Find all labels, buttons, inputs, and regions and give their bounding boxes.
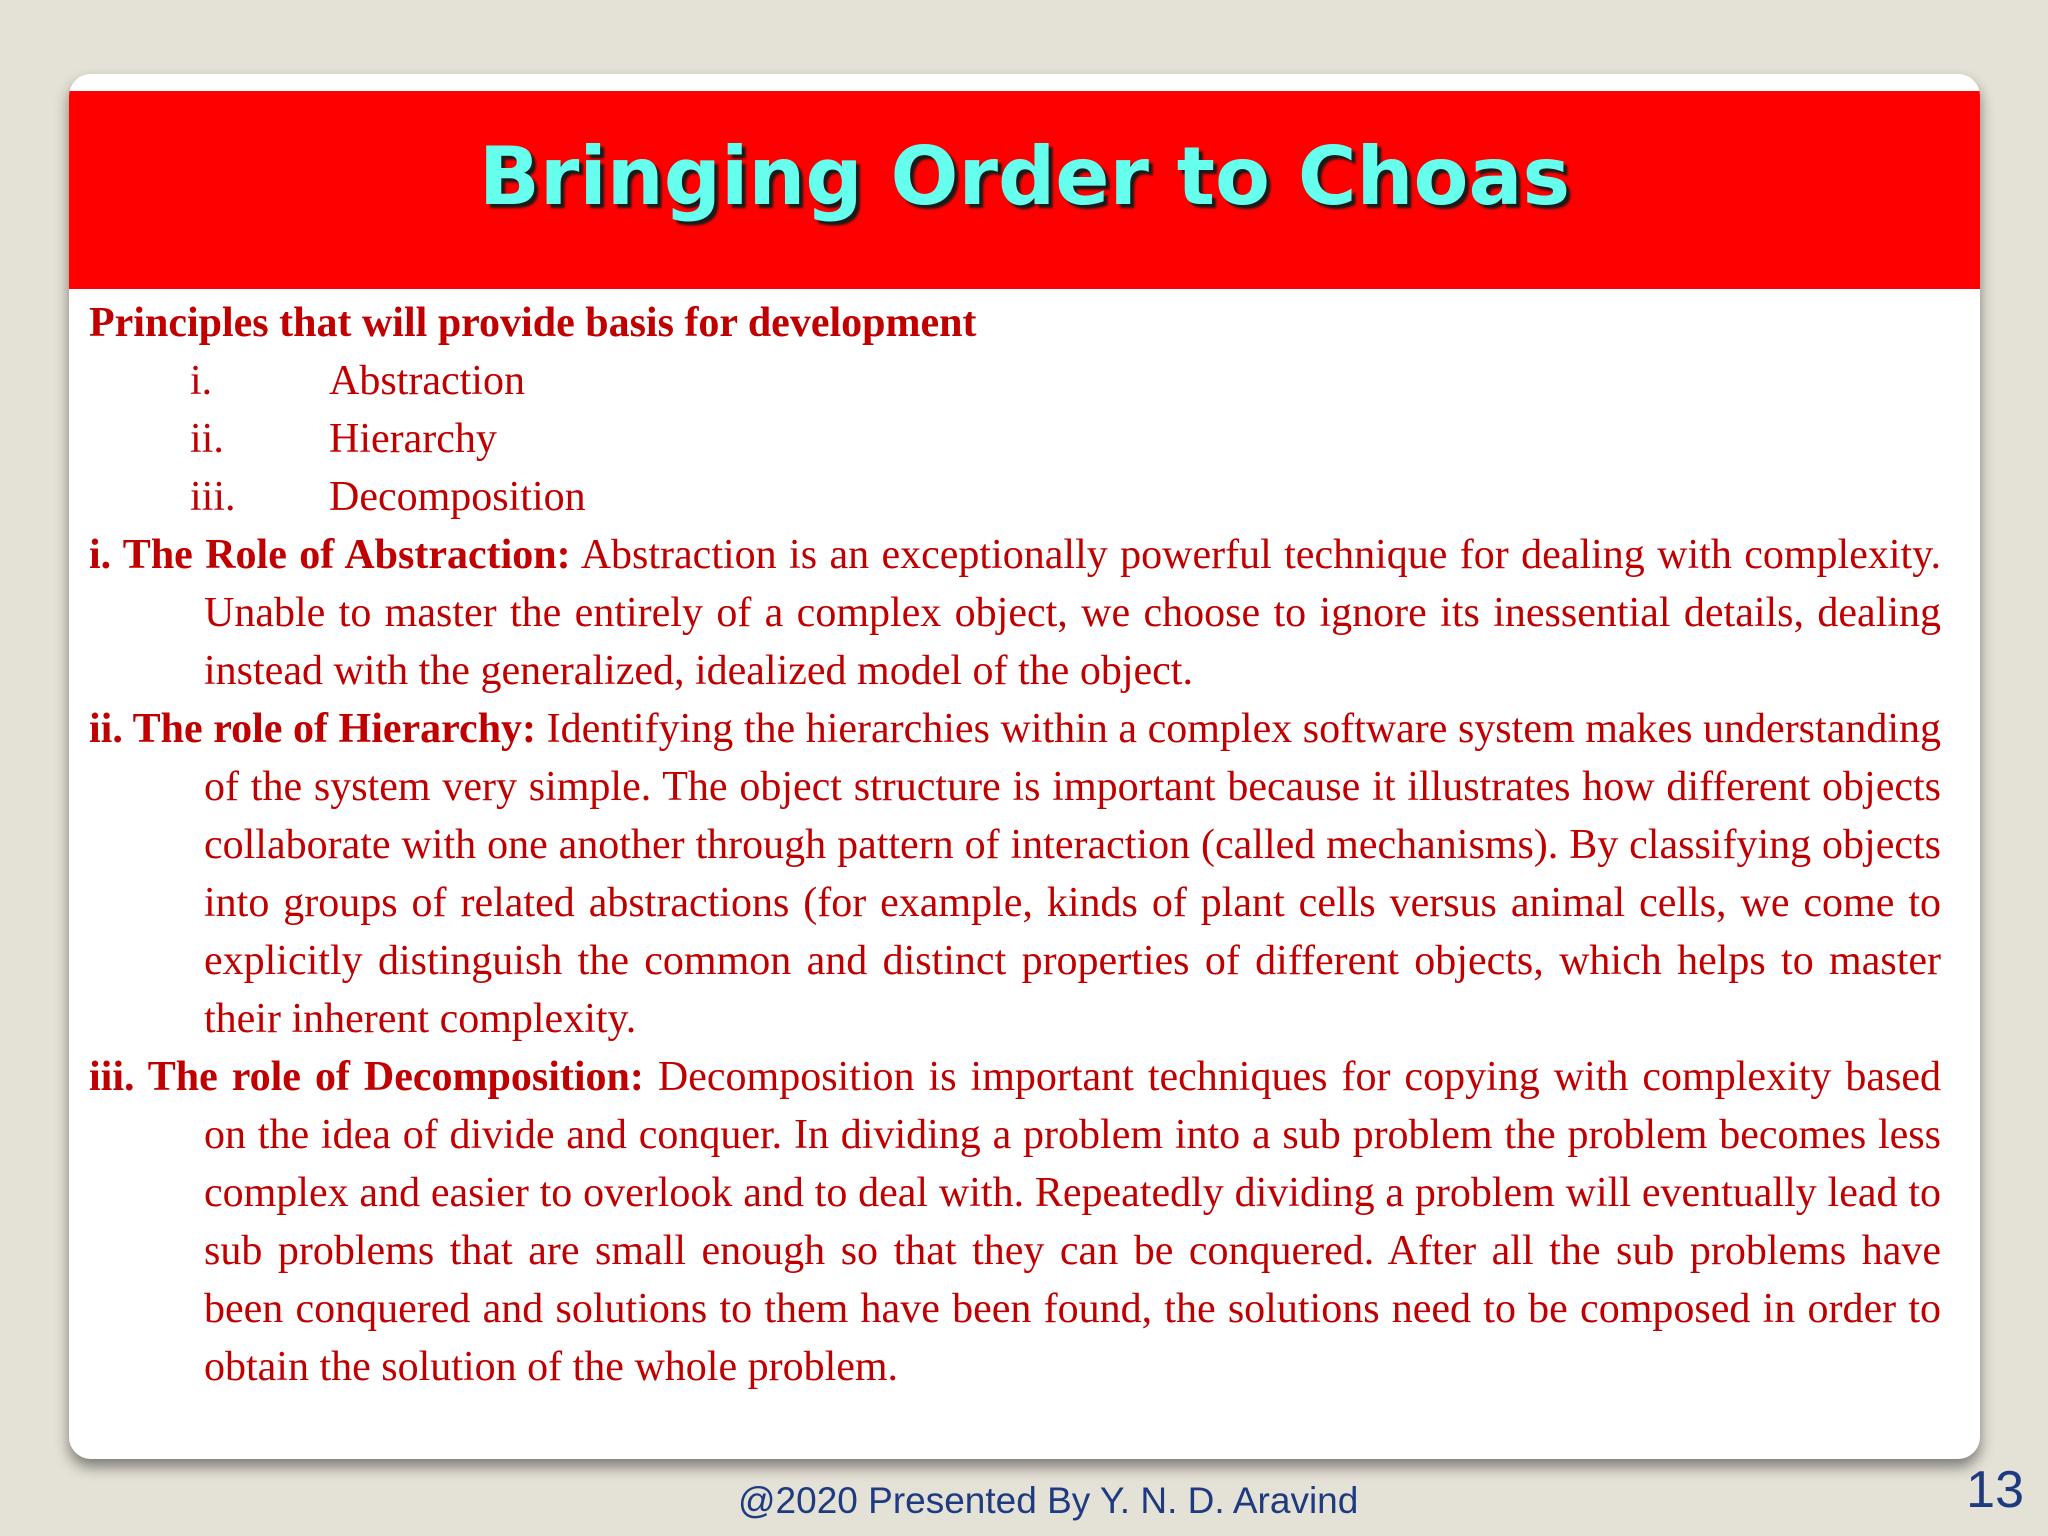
- slide-content: [89, 294, 1941, 1396]
- paragraph-heading: i. The Role of Abstraction:: [89, 532, 571, 578]
- hierarchy-paragraph: [89, 700, 1941, 1048]
- slide-number: 13: [1966, 1461, 2024, 1519]
- paragraph-body: Decomposition is important techniques for copying with complexity based on the idea of divide and conquer. In dividing a problem into a sub problem the problem becomes less complex and easier to overlook and to deal with. Repeatedly dividing a problem will eventually lead to sub problems that are small enough so that they can be conquered. After all the sub problems have been conquered and solutions to them have been found, the solutions need to be composed in order to obtain the solution of the whole problem.: [204, 1054, 1941, 1390]
- principles-heading: Principles that will provide basis for development: [89, 300, 977, 346]
- list-item-label: Hierarchy: [329, 416, 497, 462]
- paragraph-heading: iii. The role of Decomposition:: [89, 1054, 644, 1100]
- list-item: [89, 352, 1941, 410]
- principles-list: [89, 352, 1941, 526]
- list-item-number: i.: [190, 358, 213, 404]
- slide-title: Bringing Order to Choas: [478, 129, 1571, 223]
- list-item-number: ii.: [190, 416, 224, 462]
- paragraph-body: Abstraction is an exceptionally powerful technique for dealing with complexity. Unable to master the entirely of a complex object, we choose to ignore its inessential details, dealing instead with the generalized, idealized model of the object.: [204, 532, 1941, 694]
- abstraction-paragraph: [89, 526, 1941, 700]
- list-item: [89, 468, 1941, 526]
- decomposition-paragraph: [89, 1048, 1941, 1396]
- paragraph-heading: ii. The role of Hierarchy:: [89, 706, 537, 752]
- list-item-number: iii.: [190, 474, 236, 520]
- list-item-label: Abstraction: [329, 358, 525, 404]
- list-item-label: Decomposition: [329, 474, 586, 520]
- footer-credit: @2020 Presented By Y. N. D. Aravind: [738, 1480, 1359, 1521]
- title-bar: [69, 91, 1980, 289]
- slide-card: [69, 74, 1980, 1459]
- list-item: [89, 410, 1941, 468]
- paragraph-body: Identifying the hierarchies within a complex software system makes understanding of the system very simple. The object structure is important because it illustrates how different objects collaborate with one another through pattern of interaction (called mechanisms). By classifying objects into groups of related abstractions (for example, kinds of plant cells versus animal cells, we come to explicitly distinguish the common and distinct properties of different objects, which helps to master their inherent complexity.: [204, 706, 1942, 1042]
